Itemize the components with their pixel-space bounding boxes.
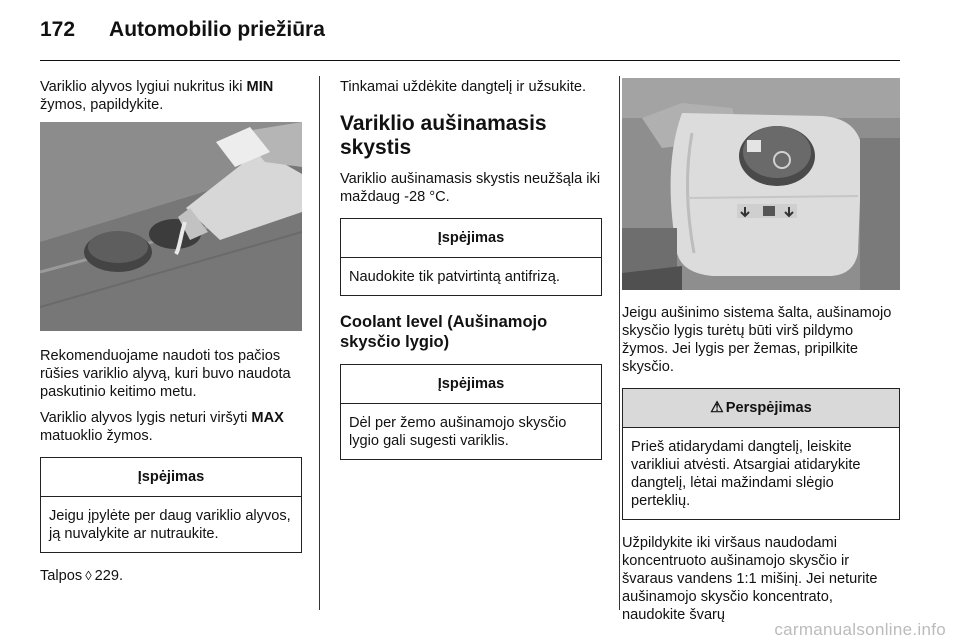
freeze-note: Variklio aušinamasis skystis neužšąla iki maždaug -28 °C. (340, 171, 601, 205)
fill-instruction: Užpildykite iki viršaus naudodami koncentruoto aušinamojo skysčio ir švaraus vandens 1:1 mišinį. Jei neturite aušinamojo skysčio koncentrato, naudokite švarų (622, 535, 878, 623)
coolant-level-heading: Coolant level (Aušinamojo skysčio lygio) (340, 313, 548, 351)
notice-box-low-coolant (340, 364, 602, 460)
page-title: Automobilio priežiūra (109, 18, 325, 41)
coolant-heading: Variklio aušinamasis skystis (340, 112, 547, 159)
notice-title: Įspėjimas (341, 365, 601, 404)
page-number: 172 (40, 18, 76, 41)
oil-max-note: Variklio alyvos lygis neturi viršyti MAX matuoklio žymos. (40, 410, 284, 444)
notice-title: Įspėjimas (41, 458, 301, 497)
warning-title: ⚠ Perspėjimas (623, 389, 899, 428)
watermark: carmanualsonline.info (774, 620, 946, 639)
max-mark: MAX (251, 410, 284, 426)
column-2 (340, 78, 602, 474)
oil-fill-photo (40, 122, 302, 331)
cap-instruction: Tinkamai uždėkite dangtelį ir užsukite. (340, 79, 587, 95)
reference-arrow-icon: ◊ (85, 568, 92, 583)
page-header (40, 18, 325, 42)
oil-recommendation: Rekomenduojame naudoti tos pačios rūšies variklio alyvą, kuri buvo naudota paskutinio keitimo metu. (40, 348, 291, 400)
column-divider-2 (619, 76, 620, 610)
notice-box-oil (40, 457, 302, 553)
capacity-reference: Talpos ◊ 229. (40, 568, 124, 584)
coolant-reservoir-photo (622, 78, 900, 290)
oil-intro: Variklio alyvos lygiui nukritus iki MIN žymos, papildykite. (40, 79, 274, 113)
notice-body: Dėl per žemo aušinamojo skysčio lygio gali sugesti variklis. (349, 415, 567, 449)
notice-title: Įspėjimas (341, 219, 601, 258)
notice-body: Naudokite tik patvirtintą antifrizą. (349, 269, 560, 285)
column-3 (622, 78, 900, 632)
reference-page[interactable]: 229. (94, 568, 124, 584)
column-divider-1 (319, 76, 320, 610)
notice-box-antifreeze (340, 218, 602, 296)
column-1 (40, 78, 302, 593)
warning-box (622, 388, 900, 520)
warning-body: Prieš atidarydami dangtelį, leiskite varikliui atvėsti. Atsargiai atidarykite dangtelį, lėtai mažindami slėgio perteklių. (631, 439, 861, 509)
notice-body: Jeigu įpylėte per daug variklio alyvos, ją nuvalykite ar nutraukite. (49, 508, 291, 542)
header-rule (40, 60, 900, 61)
cold-system-note: Jeigu aušinimo sistema šalta, aušinamojo skysčio lygis turėtų būti virš pildymo žymos. Jei lygis per žemas, pripilkite skysčio. (622, 305, 892, 375)
warning-triangle-icon: ⚠ (710, 399, 724, 416)
min-mark: MIN (246, 79, 274, 95)
